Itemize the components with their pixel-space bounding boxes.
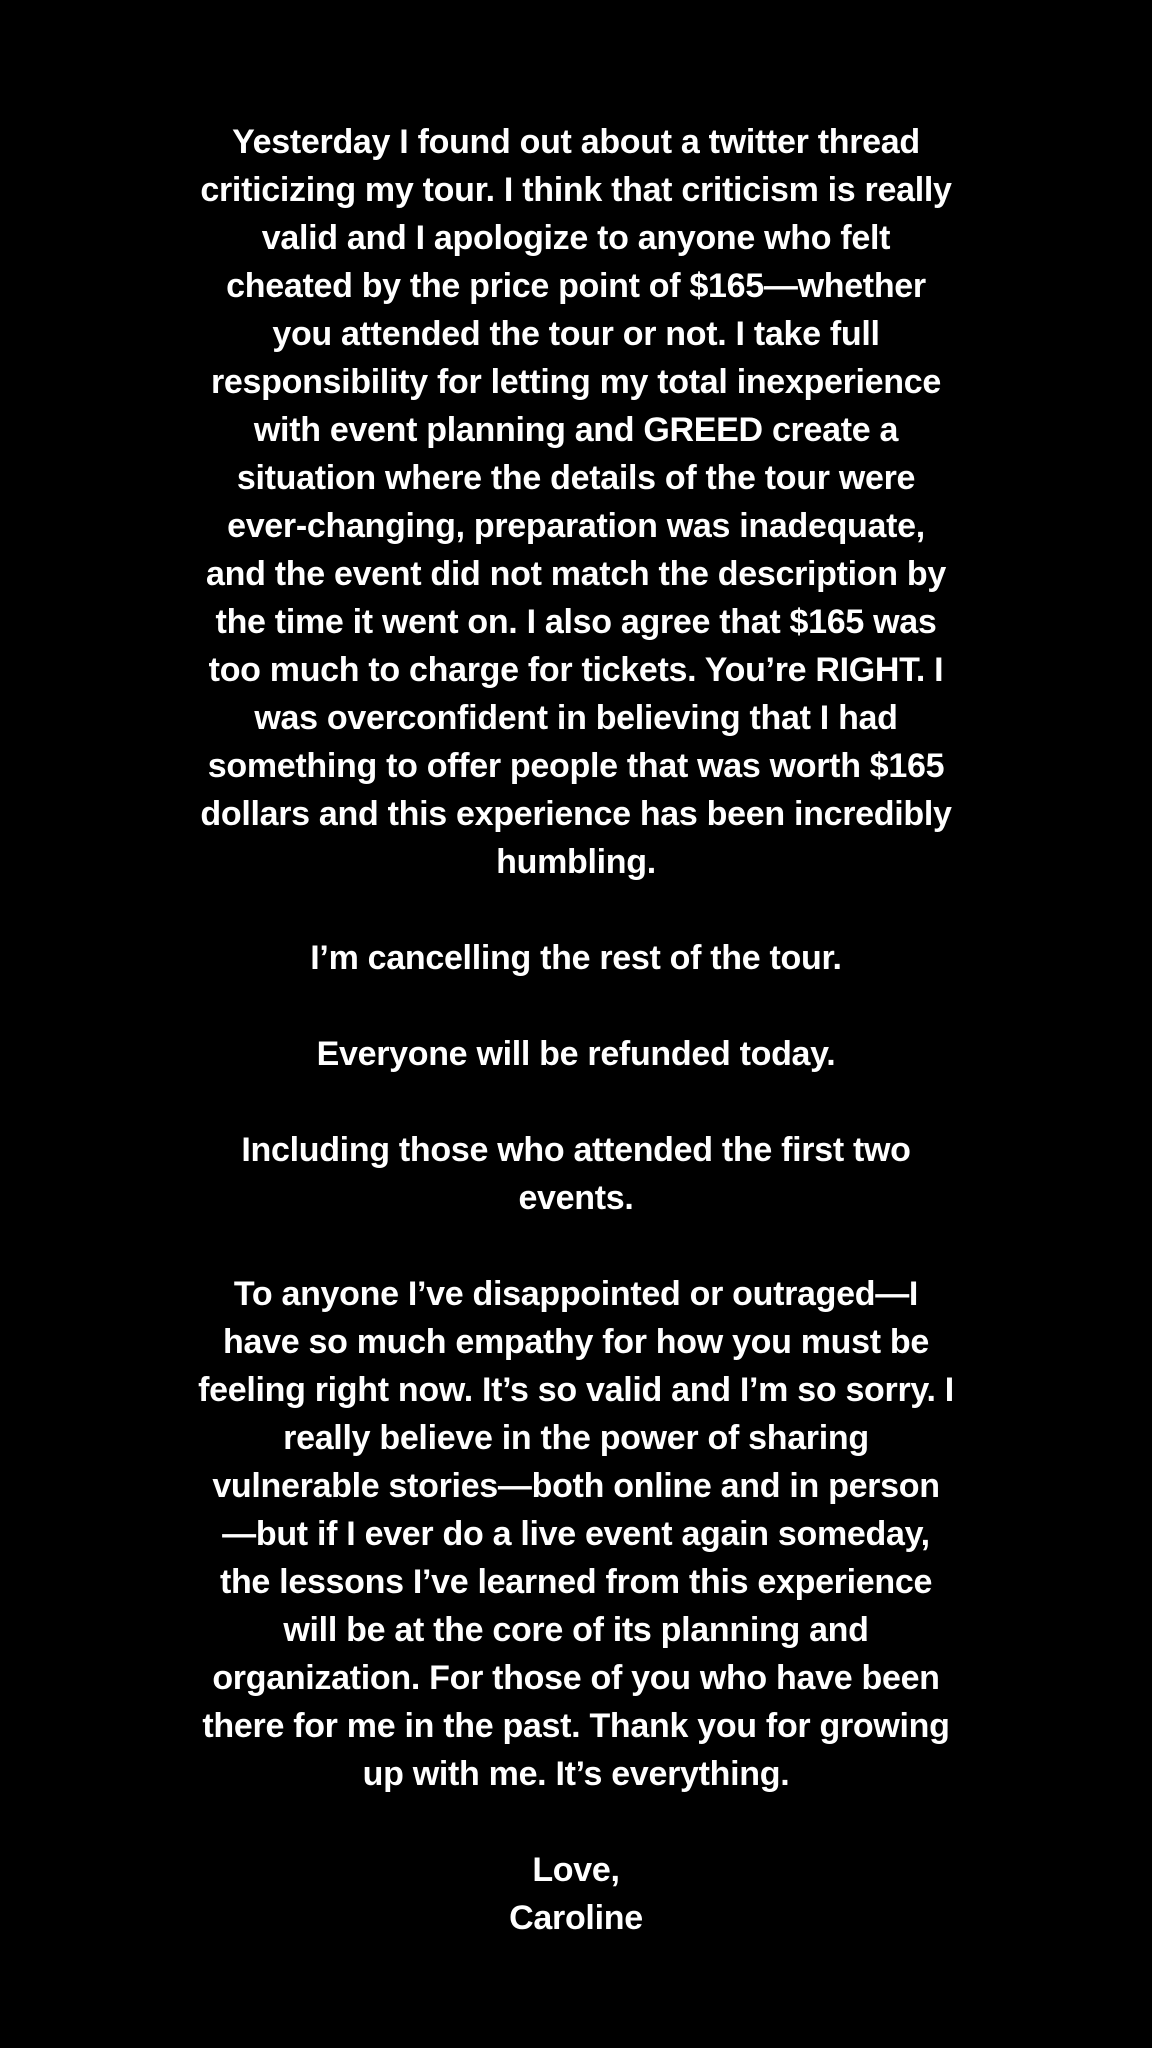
paragraph-apology: Yesterday I found out about a twitter thread criticizing my tour. I think that criticism is really valid and I apologize to anyone who felt cheated by the price point of $165—whether you attended the tour or not. I take full responsibility for letting my total inexperience with event planning and GREED create a situation where the details of the tour were ever-changing, preparation was inadequate, and the event did not match the description by the time it went on. I also agree that $165 was too much to charge for tickets. You’re RIGHT. I was overconfident in believing that I had something to offer people that was worth $165 dollars and this experience has been incredibly humbling. [200,123,952,881]
closing-line: Love, [532,1851,620,1889]
story-text-block [196,118,956,1942]
signature: Caroline [509,1899,643,1937]
paragraph-first-events: Including those who attended the first two events. [241,1131,911,1217]
paragraph-closing-message: To anyone I’ve disappointed or outraged—I have so much empathy for how you must be feeling right now. It’s so valid and I’m so sorry. I really believe in the power of sharing vulnerable stories—both online and in person—but if I ever do a live event again someday, the lessons I’ve learned from this experience will be at the core of its planning and organization. For those of you who have been there for me in the past. Thank you for growing up with me. It’s everything. [198,1275,954,1793]
paragraph-cancellation: I’m cancelling the rest of the tour. [310,939,842,977]
paragraph-refund: Everyone will be refunded today. [316,1035,836,1073]
signoff [196,1846,956,1942]
story-content [0,118,1152,1942]
